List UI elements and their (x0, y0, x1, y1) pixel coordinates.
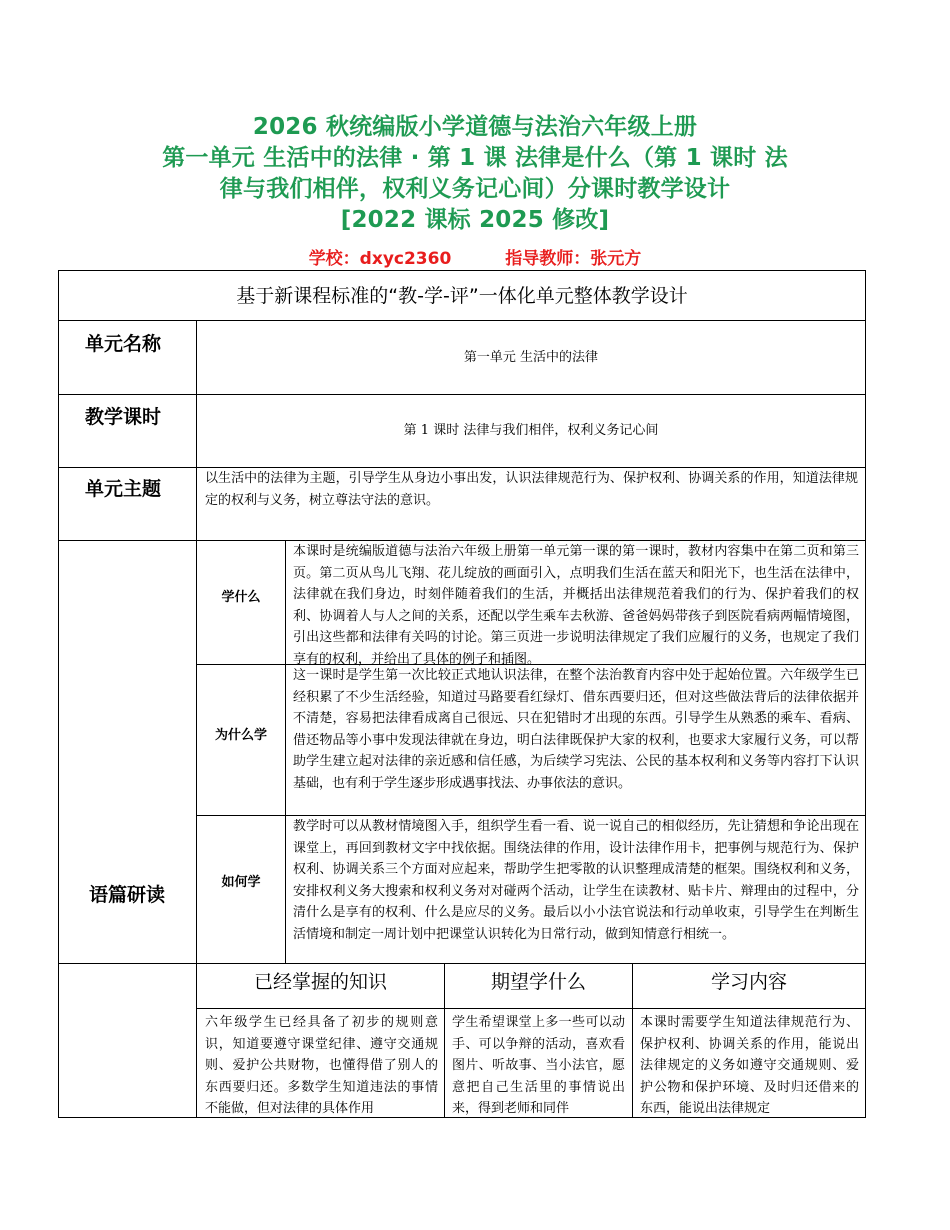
what-label: 学什么 (221, 590, 261, 605)
content-text: 本课时需要学生知道法律规范行为、保护权利、协调关系的作用，能说出法律规定的义务如遵守交通规则、爱护公物和保护环境、及时归还借来的东西，能说出法律规定 (640, 1015, 859, 1116)
teacher-name: 指导教师：张元方 (505, 249, 642, 269)
title-line-4: [2022 课标 2025 修改] (340, 207, 610, 233)
lesson-label: 教学课时 (85, 406, 162, 428)
how-label: 如何学 (221, 875, 261, 890)
how-text: 教学时可以从教材情境图入手，组织学生看一看、说一说自己的相似经历，先让猜想和争论出现在课堂上，再回到教材文字中找依据。围绕法律的作用，设计法律作用卡，把事例与规范行为、保护权利、协调关系三个方面对应起来，帮助学生把零散的认识整理成清楚的框架。围绕权利和义务，安排权利义务大搜索和权利义务对对碰两个活动，让学生在读教材、贴卡片、辩理由的过程中，分清什么是享有的权利、什么是应尽的义务。最后以小小法官说法和行动单收束，引导学生在判断生活情境和制定一周计划中把课堂认识转化为日常行动，做到知情意行相统一。 (293, 819, 859, 942)
title-line-1: 2026 秋统编版小学道德与法治六年级上册 (252, 114, 698, 140)
table-header: 基于新课程标准的“教-学-评”一体化单元整体教学设计 (236, 285, 688, 307)
table-rule (285, 540, 286, 963)
school-teacher-line (0, 244, 950, 269)
unit-name-label: 单元名称 (85, 333, 162, 355)
theme-value: 以生活中的法律为主题，引导学生从身边小事出发，认识法律规范行为、保护权利、协调关系的作用，知道法律规定的权利与义务，树立尊法守法的意识。 (205, 471, 858, 508)
title-line-3: 律与我们相伴，权利义务记心间）分课时教学设计 (219, 176, 731, 202)
table-rule (59, 320, 865, 321)
lesson-value: 第 1 课时 法律与我们相伴，权利义务记心间 (403, 423, 659, 438)
theme-label: 单元主题 (85, 478, 162, 500)
col-content-head: 学习内容 (710, 971, 787, 993)
unit-name-value: 第一单元 生活中的法律 (463, 350, 599, 365)
why-label: 为什么学 (214, 728, 267, 743)
expect-text: 学生希望课堂上多一些可以动手、可以争辩的活动，喜欢看图片、听故事、当小法官，愿意把自己生活里的事情说出来，得到老师和同伴 (452, 1015, 625, 1116)
document-title (0, 112, 950, 236)
known-text: 六年级学生已经具备了初步的规则意识，知道要遵守课堂纪律、遵守交通规则、爱护公共财物，也懂得借了别人的东西要归还。多数学生知道违法的事情不能做，但对法律的具体作用 (205, 1015, 438, 1116)
table-rule (59, 394, 865, 395)
table-rule (59, 963, 865, 964)
why-text: 这一课时是学生第一次比较正式地认识法律，在整个法治教育内容中处于起始位置。六年级学生已经积累了不少生活经验，知道过马路要看红绿灯、借东西要归还，但对这些做法背后的法律依据并不清楚，容易把法律看成离自己很远、只在犯错时才出现的东西。引导学生从熟悉的乘车、看病、借还物品等小事中发现法律就在身边，明白法律既保护大家的权利，也要求大家履行义务，可以帮助学生建立起对法律的亲近感和信任感，为后续学习宪法、公民的基本权利和义务等内容打下认识基础，也有利于学生逐步形成遇事找法、办事依法的意识。 (293, 668, 859, 791)
school-name: 学校：dxyc2360 (308, 249, 452, 269)
design-table (58, 270, 866, 1118)
table-rule (197, 1008, 865, 1009)
col-expect-head: 期望学什么 (490, 971, 586, 993)
col-known-head: 已经掌握的知识 (253, 971, 387, 993)
title-line-2: 第一单元 生活中的法律 · 第 1 课 法律是什么（第 1 课时 法 (162, 145, 788, 171)
what-text: 本课时是统编版道德与法治六年级上册第一单元第一课的第一课时，教材内容集中在第二页和第三页。第二页从鸟儿飞翔、花儿绽放的画面引入，点明我们生活在蓝天和阳光下，也生活在法律中，法律就在我们身边，时刻伴随着我们的生活，并概括出法律规范着我们的行为、保护着我们的权利、协调着人与人之间的关系，还配以学生乘车去秋游、爸爸妈妈带孩子到医院看病两幅情境图，引出这些都和法律有关吗的讨论。第三页进一步说明法律规定了我们应履行的义务，也规定了我们享有的权利，并给出了具体的例子和插图。 (293, 544, 859, 667)
study-label: 语篇研读 (89, 884, 166, 906)
